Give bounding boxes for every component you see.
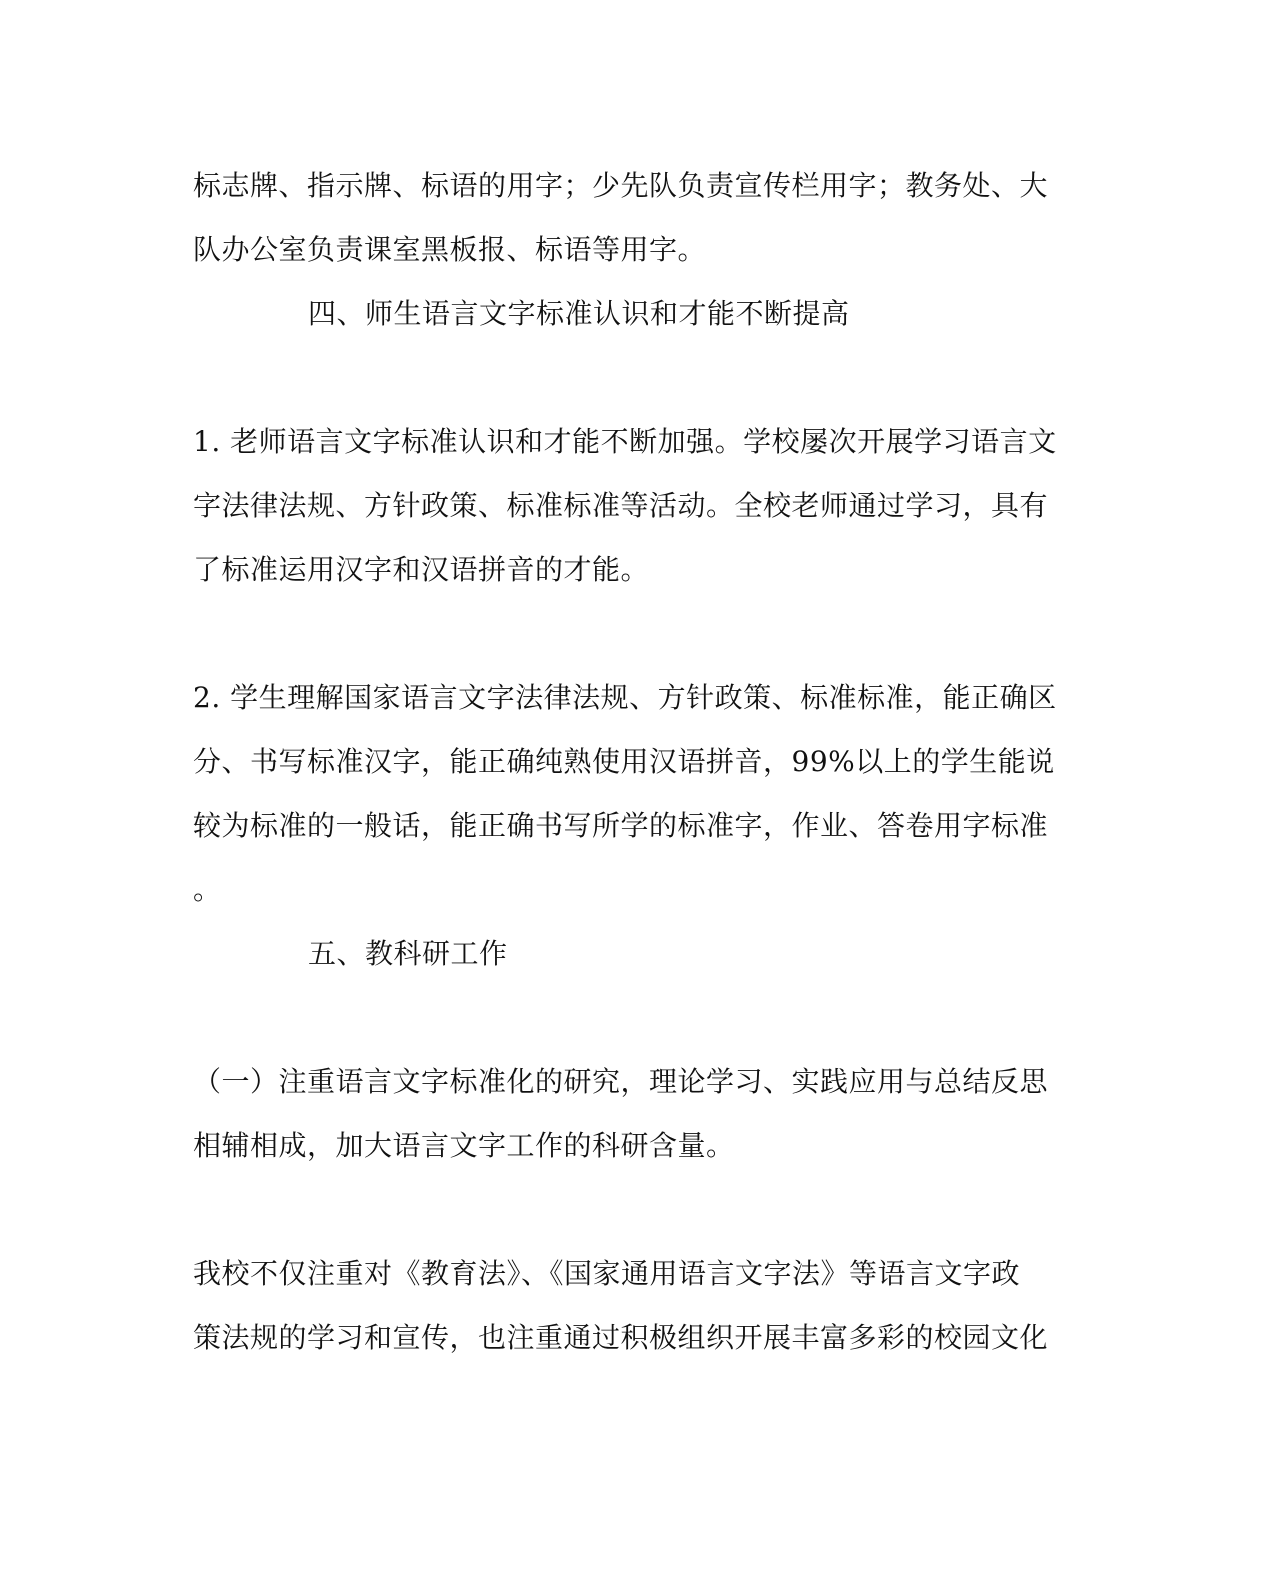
text-line: 标志牌、指示牌、标语的用字；少先队负责宣传栏用字；教务处、大 [193,169,1049,202]
text-line: 字法律法规、方针政策、标准标准等活动。全校老师通过学习，具有 [193,489,1049,522]
text-line: 。 [193,873,222,906]
text-line: 分、书写标准汉字，能正确纯熟使用汉语拼音，99%以上的学生能说 [193,745,1055,778]
text-line: 1. 老师语言文字标准认识和才能不断加强。学校屡次开展学习语言文 [193,425,1057,458]
text-line: 较为标准的一般话，能正确书写所学的标准字，作业、答卷用字标准 [193,809,1049,842]
text-line: 相辅相成，加大语言文字工作的科研含量。 [193,1129,735,1162]
text-line: 队办公室负责课室黑板报、标语等用字。 [193,233,707,266]
text-line: 策法规的学习和宣传，也注重通过积极组织开展丰富多彩的校园文化 [193,1321,1049,1354]
section-heading: 五、教科研工作 [308,937,508,970]
text-line: （一）注重语言文字标准化的研究，理论学习、实践应用与总结反思 [193,1065,1049,1098]
text-line: 了标准运用汉字和汉语拼音的才能。 [193,553,650,586]
section-heading: 四、师生语言文字标准认识和才能不断提高 [308,297,850,330]
text-line: 2. 学生理解国家语言文字法律法规、方针政策、标准标准，能正确区 [193,681,1057,714]
text-line: 我校不仅注重对《教育法》、《国家通用语言文字法》等语言文字政 [193,1257,1021,1290]
